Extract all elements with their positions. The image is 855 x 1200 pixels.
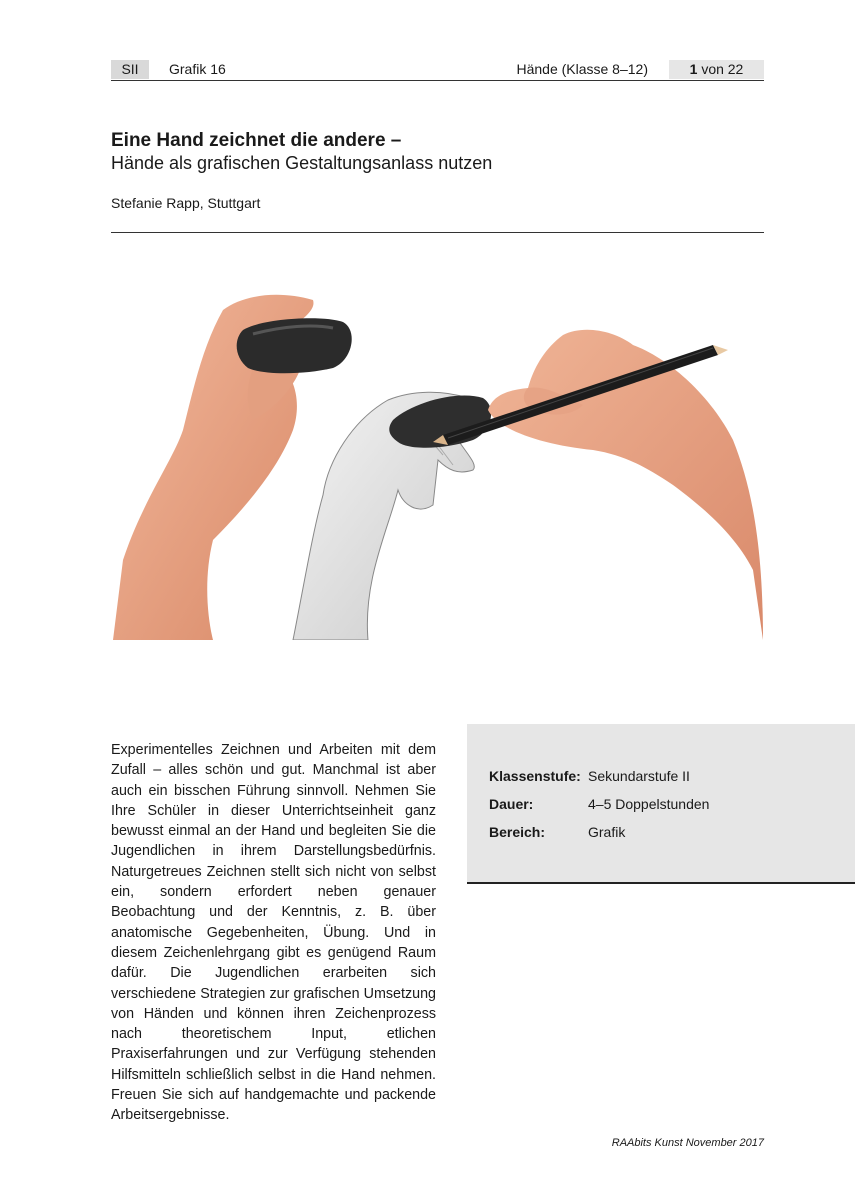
hands-illustration [113, 290, 763, 640]
info-key: Bereich: [489, 824, 546, 840]
info-row-klassenstufe [489, 768, 690, 784]
publication-footer: RAAbits Kunst November 2017 [611, 1137, 764, 1149]
topic-label: Hände (Klasse 8–12) [516, 61, 648, 77]
page-title: Eine Hand zeichnet die andere – [111, 130, 402, 151]
page-header [111, 60, 764, 81]
intro-text: Experimentelles Zeichnen und Arbeiten mit dem Zufall – alles schön und gut. Manchmal ist aber auch ein bisschen Führung sinnvoll. Nehmen Sie Ihre Schüler in dieser Unterrichtseinheit ganz bewusst einmal an der Hand und begleiten Sie die Jugendlichen in ihrem Darstellungsbedürfnis. Naturgetreues Zeichnen stellt sich nicht von selbst ein, sondern erfordert neben genauer Beobachtung und der Kenntnis, z. B. über anatomische Gegebenheiten, Übung. Und in diesem Zeichenlehrgang gibt es genügend Raum dafür. Die Jugendlichen erarbeiten sich verschiedene Strategien zur grafischen Umsetzung von Händen und können ihren Zeichenprozess nach theoretischem Input, etlichen Praxiserfahrungen und zur Verfügung stehenden Hilfsmitteln schließlich selbst in die Hand nehmen. Freuen Sie sich auf handgemachte und packende Arbeitsergebnisse. [111, 742, 436, 1124]
page-counter [669, 60, 764, 79]
level-badge: SII [111, 60, 149, 79]
page-current: 1 [689, 61, 698, 77]
info-key: Klassenstufe: [489, 768, 581, 784]
info-value: Grafik [588, 824, 626, 840]
author-line: Stefanie Rapp, Stuttgart [111, 195, 261, 211]
info-value: 4–5 Doppelstunden [588, 796, 710, 812]
subject-label: Grafik 16 [169, 61, 226, 77]
info-value: Sekundarstufe II [588, 768, 690, 784]
eraser-left [237, 318, 352, 373]
info-key: Dauer: [489, 796, 534, 812]
info-box [467, 724, 855, 884]
page-subtitle: Hände als grafischen Gestaltungsanlass nutzen [111, 153, 493, 173]
info-row-bereich [489, 824, 625, 840]
title-divider [111, 232, 764, 233]
info-row-dauer [489, 796, 709, 812]
page-total: von 22 [701, 61, 744, 77]
